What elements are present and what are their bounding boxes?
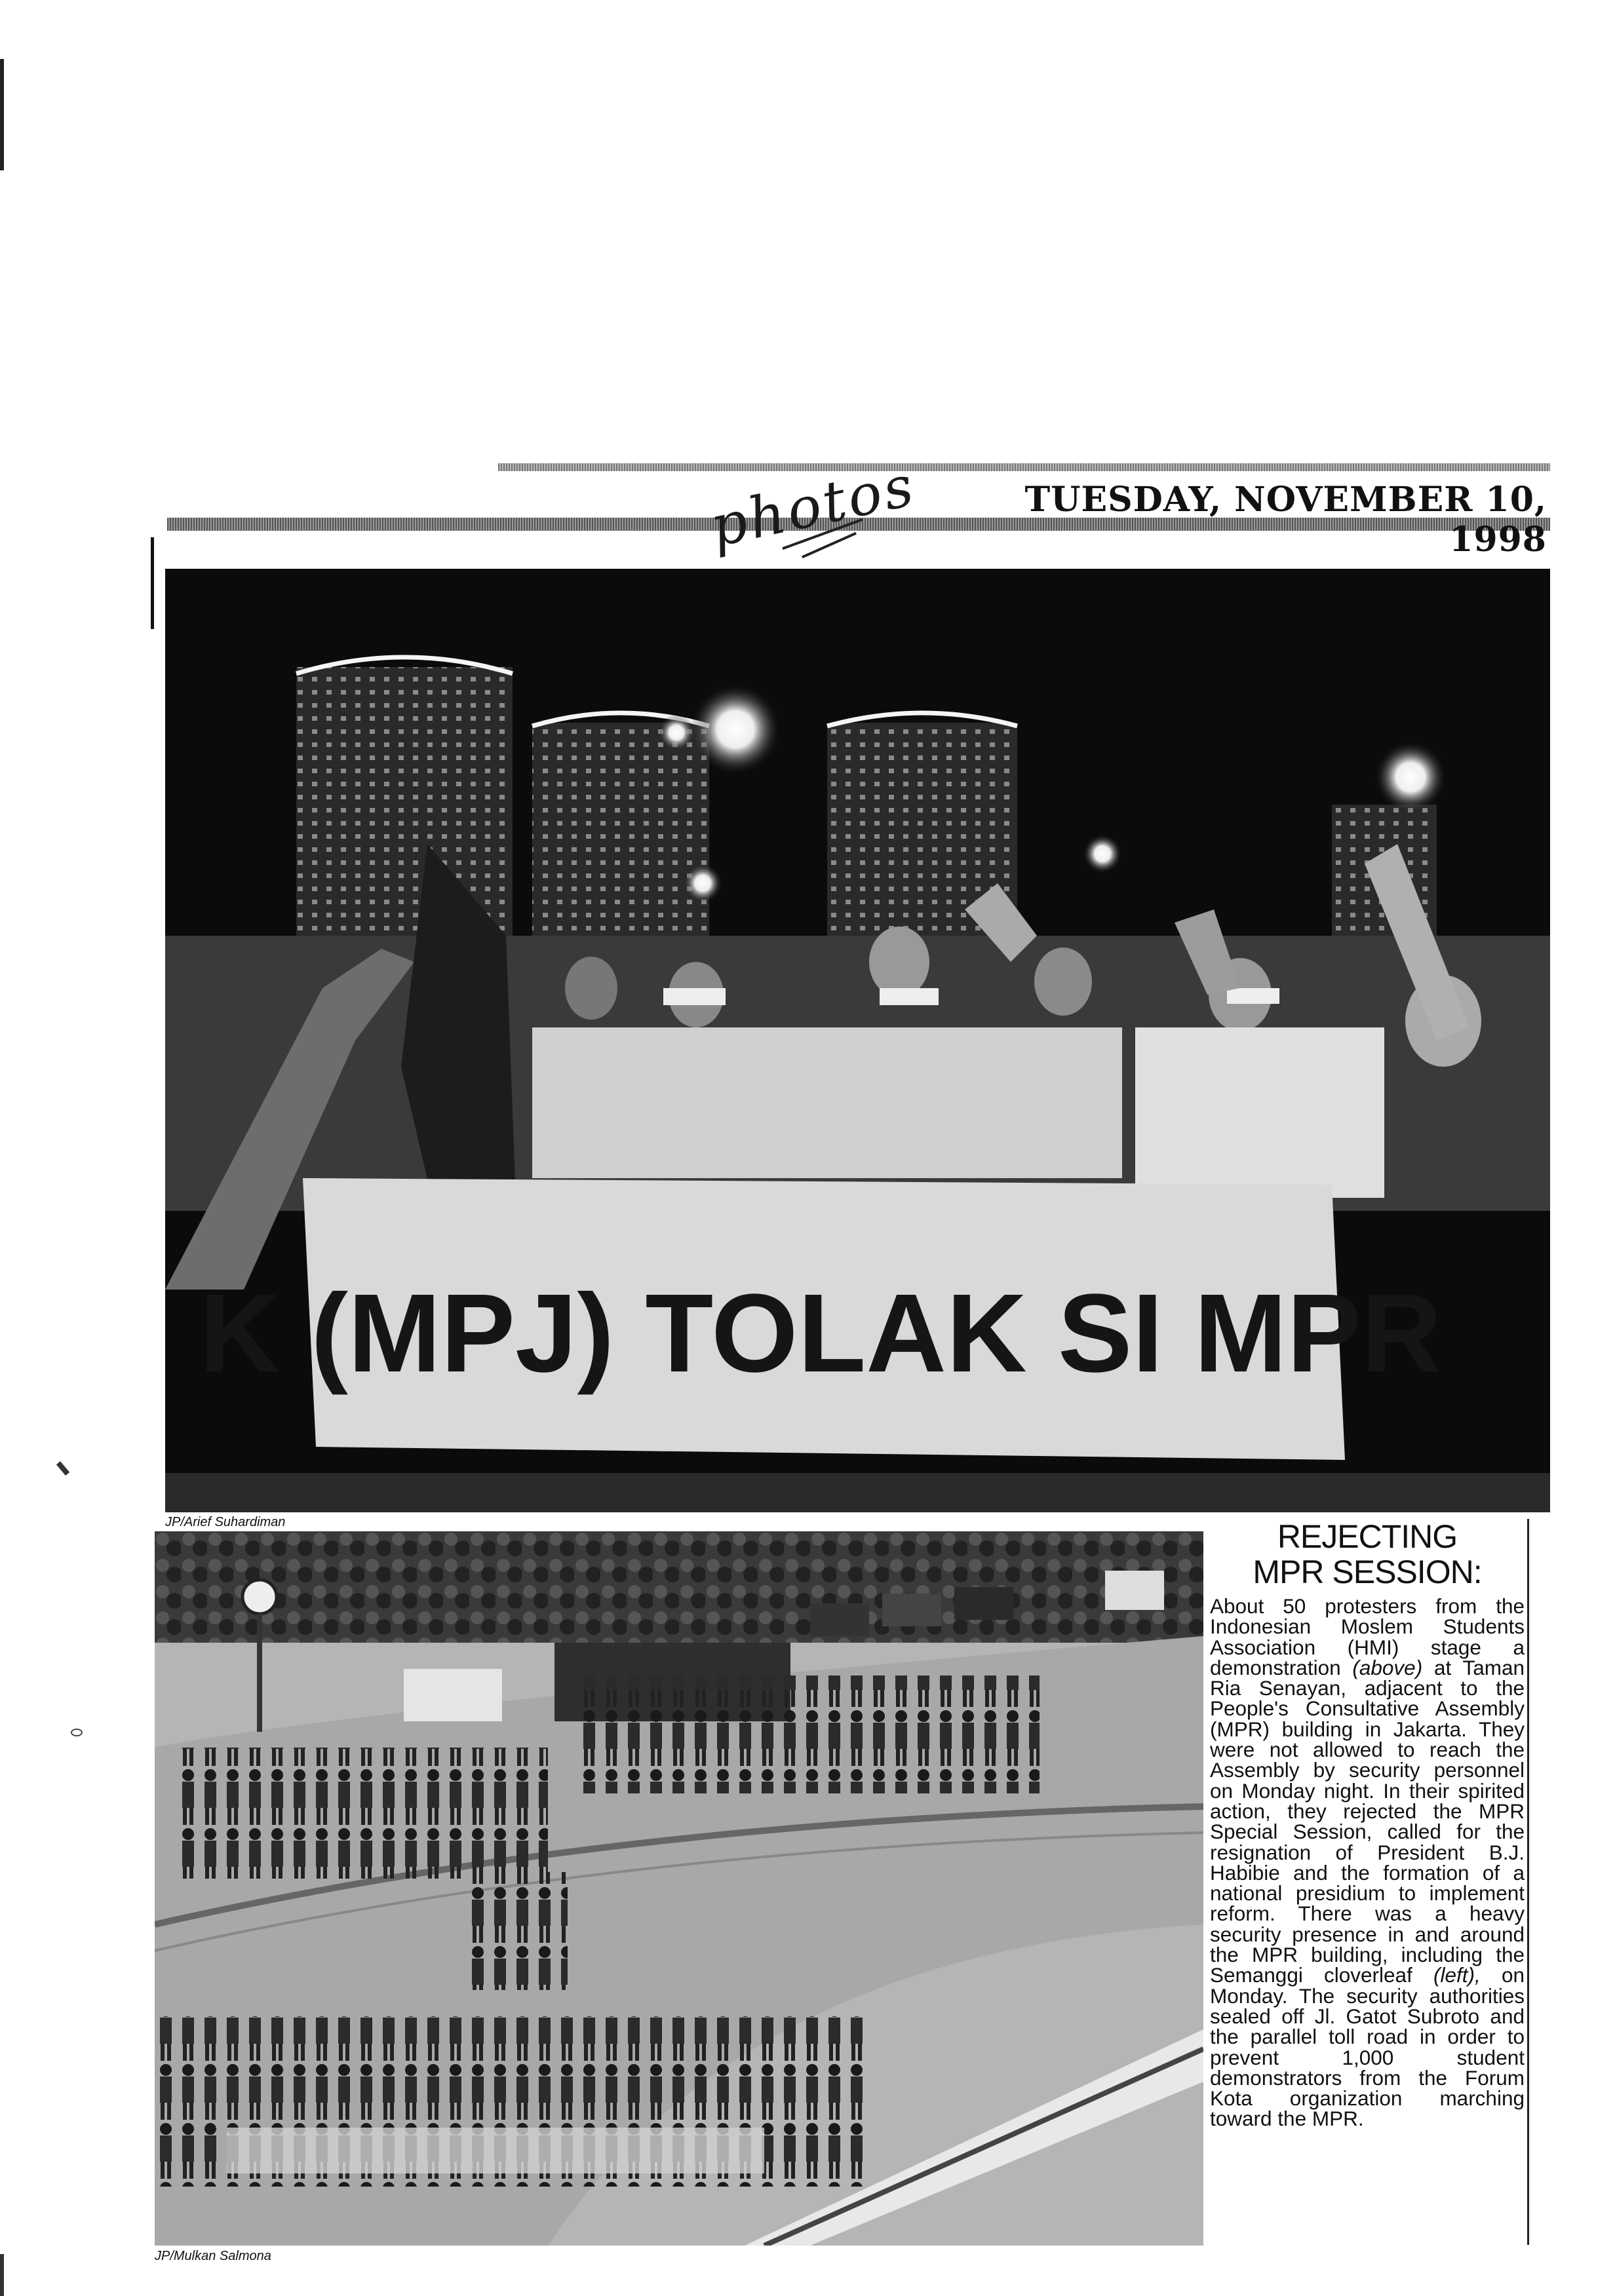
headline-line-2: MPR SESSION: [1253, 1554, 1482, 1590]
banner-text: K (MPJ) TOLAK SI MPR [199, 1271, 1442, 1396]
article-headline [1210, 1519, 1525, 1590]
headline-line-1: REJECTING [1277, 1518, 1458, 1555]
body-ref-left: (left), [1433, 1963, 1481, 1987]
header-rule-top [498, 463, 1550, 471]
scan-bottom-edge [0, 2254, 4, 2296]
article-column-rule [1527, 1519, 1529, 2245]
protest-photo [165, 569, 1550, 1512]
body-part-2: at Taman Ria Senayan, adjacent to the People's Consultative Assembly (MPR) building in Jakarta. They were not allowed to reach the Assembly by security personnel on Monday night. In their spirited action, they rejected the MPR Special Session, called for the resignation of President B.J. Habibie and the formation of a national presidium to implement reform. There was a heavy security presence in and around the MPR building, including the Semanggi cloverleaf [1210, 1655, 1525, 1987]
body-ref-above: (above) [1352, 1655, 1423, 1679]
handwritten-note-text: photos [705, 453, 922, 560]
dateline: TUESDAY, NOVEMBER 10, 1998 [1024, 480, 1547, 560]
handwritten-note [701, 453, 922, 570]
protest-photo-illustration [165, 569, 1550, 1512]
scan-edge-mark [0, 59, 4, 170]
body-part-3: on Monday. The security authorities sealed off Jl. Gatot Subroto and the parallel toll road in order to prevent 1,000 student demonstrators from the Forum Kota organization marching toward the MPR. [1210, 1963, 1525, 2131]
photo-caption-article [1210, 1519, 1525, 2130]
photo-credit-bottom: JP/Mulkan Salmona [155, 2249, 271, 2263]
article-body [1210, 1596, 1525, 2130]
scan-dash-mark [56, 1461, 69, 1476]
security-photo [155, 1531, 1203, 2246]
security-photo-illustration [155, 1531, 1203, 2246]
body-part-1: About 50 protesters from the Indonesian Moslem Students Association (HMI) stage a demonstration [1210, 1594, 1525, 1679]
scan-dot-mark [71, 1729, 83, 1736]
photo-credit-top: JP/Arief Suhardiman [165, 1515, 286, 1529]
column-rule [151, 537, 154, 629]
